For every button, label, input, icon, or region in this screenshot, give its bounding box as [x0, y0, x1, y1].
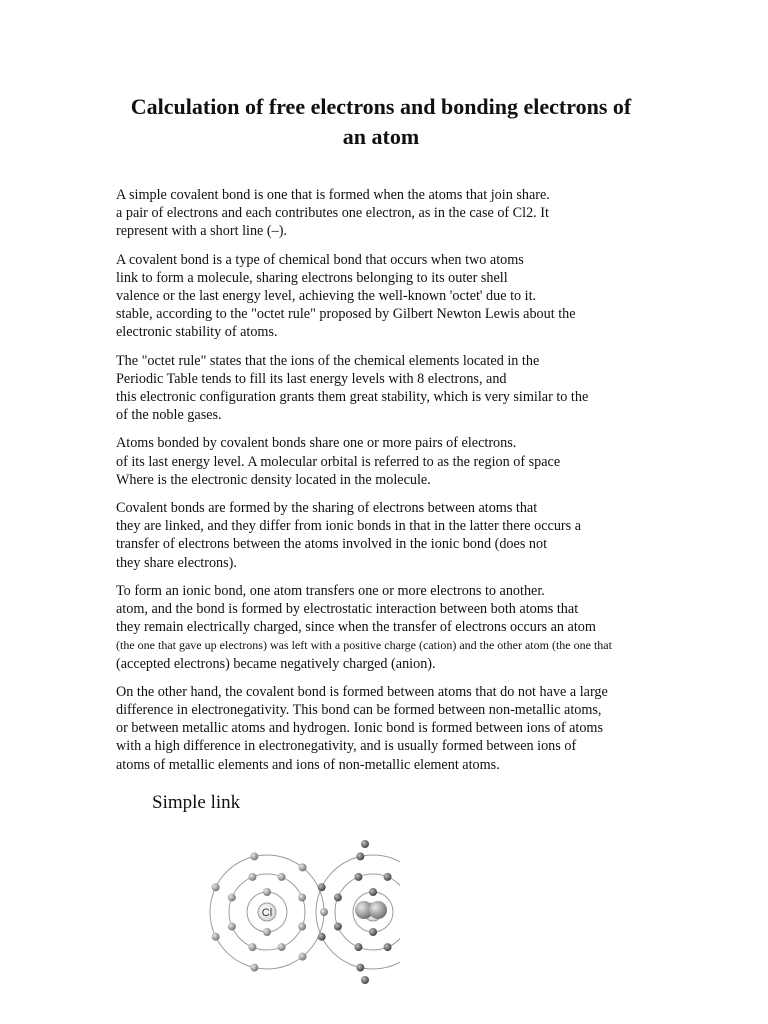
paragraph [116, 251, 656, 342]
electron [354, 943, 362, 951]
paragraph-line: stable, according to the "octet rule" proposed by Gilbert Newton Lewis about the [116, 306, 576, 323]
electron [384, 943, 392, 951]
paragraph-line: A simple covalent bond is one that is formed when the atoms that join share. [116, 187, 550, 203]
paragraph-line: of the noble gases. [116, 407, 222, 424]
paragraph-line: (the one that gave up electrons) was left with a positive charge (cation) and the other atom (the one that [116, 638, 612, 653]
paragraph-line: they are linked, and they differ from ionic bonds in that in the latter there occurs a [116, 518, 582, 535]
space-filling-atom [369, 901, 387, 919]
electron [263, 928, 271, 936]
electron [250, 964, 258, 972]
shared-electron [361, 976, 369, 984]
covalent-bond-figure [100, 786, 400, 1008]
electron [263, 888, 271, 896]
electron [212, 933, 220, 941]
document-body [116, 186, 656, 784]
electron [298, 893, 306, 901]
paragraph-line: difference in electronegativity. This bond can be formed between non-metallic atoms, [116, 702, 602, 719]
paragraph [116, 352, 656, 425]
electron [318, 883, 326, 891]
shared-electron [361, 840, 369, 848]
paragraph-line: atom, and the bond is formed by electrostatic interaction between both atoms that [116, 601, 579, 618]
paragraph-line: To form an ionic bond, one atom transfers one or more electrons to another. [116, 582, 545, 599]
paragraph-line: Covalent bonds are formed by the sharing of electrons between atoms that [116, 500, 538, 517]
paragraph-line: electronic stability of atoms. [116, 324, 278, 341]
electron [298, 923, 306, 931]
paragraph-line: atoms of metallic elements and ions of non-metallic element atoms. [116, 756, 500, 773]
paragraph-line: (accepted electrons) became negatively charged (anion). [116, 655, 436, 672]
paragraph-line: Periodic Table tends to fill its last energy levels with 8 electrons, and [116, 370, 507, 387]
electron [354, 873, 362, 881]
electron [356, 964, 364, 972]
electron [320, 908, 328, 916]
title-line-1: Calculation of free electrons and bonding electrons of [130, 94, 632, 119]
paragraph [116, 683, 656, 774]
chlorine-molecule-diagram [100, 786, 400, 1008]
paragraph-line: they share electrons). [116, 554, 237, 571]
electron [334, 923, 342, 931]
paragraph-line: Atoms bonded by covalent bonds share one or more pairs of electrons. [116, 435, 517, 452]
electron [369, 888, 377, 896]
electron [299, 863, 307, 871]
paragraph-line: a pair of electrons and each contributes one electron, as in the case of Cl2. It [116, 205, 549, 222]
paragraph [116, 582, 656, 673]
paragraph [116, 186, 656, 241]
electron [250, 852, 258, 860]
paragraph-line: this electronic configuration grants them great stability, which is very similar to the [116, 389, 589, 406]
electron [278, 943, 286, 951]
paragraph-line: Where is the electronic density located in the molecule. [116, 471, 431, 488]
electron [384, 873, 392, 881]
paragraph-line: or between metallic atoms and hydrogen. Ionic bond is formed between ions of atoms [116, 720, 603, 737]
electron [228, 893, 236, 901]
document-title [100, 92, 662, 152]
electron [299, 953, 307, 961]
paragraph-line: of its last energy level. A molecular orbital is referred to as the region of space [116, 453, 561, 470]
electron [228, 923, 236, 931]
electron [248, 943, 256, 951]
figure-caption: Simple link [152, 792, 241, 813]
paragraph [116, 499, 656, 572]
paragraph-line: they remain electrically charged, since when the transfer of electrons occurs an atom [116, 619, 596, 636]
paragraph-line: A covalent bond is a type of chemical bond that occurs when two atoms [116, 251, 524, 268]
paragraph-line: represent with a short line (–). [116, 223, 287, 240]
paragraph-line: The "octet rule" states that the ions of the chemical elements located in the [116, 352, 540, 369]
electron [212, 883, 220, 891]
paragraph-line: with a high difference in electronegativity, and is usually formed between ions of [116, 738, 577, 755]
paragraph-line: valence or the last energy level, achieving the well-known 'octet' due to it. [116, 288, 537, 305]
electron [356, 852, 364, 860]
electron [334, 893, 342, 901]
electron [248, 873, 256, 881]
paragraph-line: transfer of electrons between the atoms involved in the ionic bond (does not [116, 536, 548, 553]
title-line-2: an atom [342, 124, 420, 149]
paragraph [116, 434, 656, 489]
electron [369, 928, 377, 936]
electron [318, 933, 326, 941]
electron [278, 873, 286, 881]
element-symbol: Cl [261, 907, 273, 919]
paragraph-line: On the other hand, the covalent bond is formed between atoms that do not have a large [116, 683, 608, 700]
paragraph-line: link to form a molecule, sharing electrons belonging to its outer shell [116, 269, 508, 286]
